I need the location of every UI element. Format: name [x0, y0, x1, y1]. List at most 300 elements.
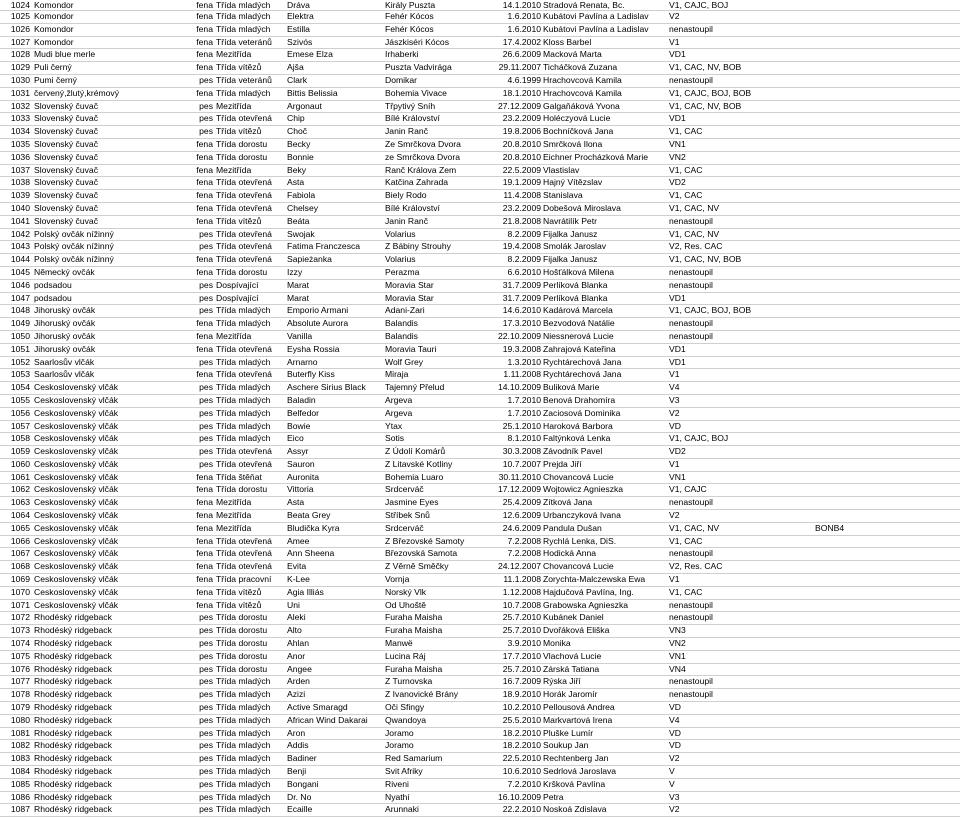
- catalog-number-cell: 1028: [0, 49, 33, 62]
- awards-cell: nenastoupil: [668, 548, 814, 561]
- class-cell: Třída mladých: [215, 0, 286, 11]
- birth-date-cell: 31.7.2009: [497, 292, 542, 305]
- breed-cell: Mudi blue merle: [33, 49, 188, 62]
- extra-cell: [814, 113, 960, 126]
- birth-date-cell: 7.2.2008: [497, 535, 542, 548]
- sex-cell: fena: [188, 484, 215, 497]
- extra-cell: [814, 676, 960, 689]
- table-row: [0, 561, 960, 574]
- sex-cell: fena: [188, 318, 215, 331]
- sex-cell: fena: [188, 164, 215, 177]
- sex-cell: pes: [188, 612, 215, 625]
- breed-cell: Rhodéský ridgeback: [33, 625, 188, 638]
- kennel-cell: Joramo: [384, 740, 497, 753]
- sex-cell: fena: [188, 23, 215, 36]
- birth-date-cell: 25.7.2010: [497, 612, 542, 625]
- awards-cell: VN1: [668, 138, 814, 151]
- table-row: [0, 266, 960, 279]
- table-row: [0, 382, 960, 395]
- breed-cell: Rhodéský ridgeback: [33, 702, 188, 715]
- birth-date-cell: 25.4.2009: [497, 497, 542, 510]
- owner-cell: Rechtenberg Jan: [542, 753, 668, 766]
- class-cell: Třída otevřená: [215, 561, 286, 574]
- birth-date-cell: 14.1.2010: [497, 0, 542, 11]
- extra-cell: [814, 650, 960, 663]
- class-cell: Mezitřída: [215, 522, 286, 535]
- owner-cell: Sedrlová Jaroslava: [542, 766, 668, 779]
- kennel-cell: Fehér Kócos: [384, 23, 497, 36]
- table-row: [0, 612, 960, 625]
- class-cell: Třída vítězů: [215, 215, 286, 228]
- sex-cell: fena: [188, 202, 215, 215]
- kennel-cell: Sotis: [384, 433, 497, 446]
- sex-cell: fena: [188, 586, 215, 599]
- sex-cell: pes: [188, 689, 215, 702]
- kennel-cell: Bílé Království: [384, 113, 497, 126]
- dog-name-cell: Becky: [286, 138, 384, 151]
- kennel-cell: Moravia Tauri: [384, 343, 497, 356]
- dog-name-cell: Bludička Kyra: [286, 522, 384, 535]
- dog-name-cell: Uni: [286, 599, 384, 612]
- birth-date-cell: 3.9.2010: [497, 638, 542, 651]
- extra-cell: [814, 151, 960, 164]
- extra-cell: [814, 714, 960, 727]
- table-row: [0, 164, 960, 177]
- catalog-number-cell: 1044: [0, 254, 33, 267]
- breed-cell: Rhodéský ridgeback: [33, 650, 188, 663]
- class-cell: Třída mladých: [215, 804, 286, 817]
- kennel-cell: Bílé Království: [384, 202, 497, 215]
- owner-cell: Kloss Barbel: [542, 36, 668, 49]
- class-cell: Třída otevřená: [215, 254, 286, 267]
- extra-cell: [814, 599, 960, 612]
- owner-cell: Bochníčková Jana: [542, 126, 668, 139]
- owner-cell: Monika: [542, 638, 668, 651]
- extra-cell: [814, 266, 960, 279]
- kennel-cell: Joramo: [384, 727, 497, 740]
- awards-cell: V1: [668, 369, 814, 382]
- table-row: [0, 228, 960, 241]
- sex-cell: pes: [188, 778, 215, 791]
- extra-cell: [814, 318, 960, 331]
- awards-cell: V1: [668, 36, 814, 49]
- awards-cell: V1, CAJC: [668, 484, 814, 497]
- extra-cell: [814, 394, 960, 407]
- sex-cell: fena: [188, 599, 215, 612]
- breed-cell: Ceskoslovenský vlčák: [33, 433, 188, 446]
- dog-name-cell: Azizi: [286, 689, 384, 702]
- breed-cell: Rhodéský ridgeback: [33, 753, 188, 766]
- sex-cell: fena: [188, 497, 215, 510]
- birth-date-cell: 1.6.2010: [497, 23, 542, 36]
- class-cell: Třída mladých: [215, 702, 286, 715]
- awards-cell: nenastoupil: [668, 215, 814, 228]
- class-cell: Třída mladých: [215, 420, 286, 433]
- breed-cell: Ceskoslovenský vlčák: [33, 510, 188, 523]
- awards-cell: V1, CAC: [668, 164, 814, 177]
- owner-cell: Zítková Jana: [542, 497, 668, 510]
- class-cell: Třída otevřená: [215, 343, 286, 356]
- dog-name-cell: Marat: [286, 292, 384, 305]
- class-cell: Dospívající: [215, 279, 286, 292]
- awards-cell: V1, CAC, NV, BOB: [668, 254, 814, 267]
- kennel-cell: Jasmine Eyes: [384, 497, 497, 510]
- sex-cell: fena: [188, 522, 215, 535]
- extra-cell: [814, 279, 960, 292]
- dog-name-cell: Bongani: [286, 778, 384, 791]
- table-row: [0, 407, 960, 420]
- catalog-number-cell: 1029: [0, 62, 33, 75]
- catalog-number-cell: 1025: [0, 11, 33, 24]
- class-cell: Třída veteránů: [215, 74, 286, 87]
- awards-cell: nenastoupil: [668, 279, 814, 292]
- class-cell: Třída pracovní: [215, 574, 286, 587]
- class-cell: Třída mladých: [215, 740, 286, 753]
- owner-cell: Zárská Tatiana: [542, 663, 668, 676]
- breed-cell: Ceskoslovenský vlčák: [33, 586, 188, 599]
- birth-date-cell: 17.7.2010: [497, 650, 542, 663]
- birth-date-cell: 8.2.2009: [497, 254, 542, 267]
- dog-name-cell: Estilla: [286, 23, 384, 36]
- breed-cell: Ceskoslovenský vlčák: [33, 382, 188, 395]
- birth-date-cell: 22.10.2009: [497, 330, 542, 343]
- catalog-number-cell: 1065: [0, 522, 33, 535]
- catalog-number-cell: 1080: [0, 714, 33, 727]
- owner-cell: Kršková Pavlína: [542, 778, 668, 791]
- extra-cell: BONB4: [814, 522, 960, 535]
- catalog-number-cell: 1041: [0, 215, 33, 228]
- class-cell: Třída mladých: [215, 727, 286, 740]
- birth-date-cell: 1.11.2008: [497, 369, 542, 382]
- kennel-cell: Bohemia Luaro: [384, 471, 497, 484]
- extra-cell: [814, 254, 960, 267]
- birth-date-cell: 18.1.2010: [497, 87, 542, 100]
- birth-date-cell: 22.5.2010: [497, 753, 542, 766]
- class-cell: Třída dorostu: [215, 612, 286, 625]
- breed-cell: Komondor: [33, 0, 188, 11]
- extra-cell: [814, 689, 960, 702]
- class-cell: Třída dorostu: [215, 650, 286, 663]
- birth-date-cell: 25.7.2010: [497, 663, 542, 676]
- birth-date-cell: 4.6.1999: [497, 74, 542, 87]
- birth-date-cell: 18.2.2010: [497, 740, 542, 753]
- owner-cell: Zahrajová Kateřina: [542, 343, 668, 356]
- kennel-cell: Březovská Samota: [384, 548, 497, 561]
- dog-name-cell: Assyr: [286, 446, 384, 459]
- kennel-cell: Z Turnovska: [384, 676, 497, 689]
- dog-name-cell: Chip: [286, 113, 384, 126]
- dog-name-cell: Bonnie: [286, 151, 384, 164]
- catalog-number-cell: 1067: [0, 548, 33, 561]
- birth-date-cell: 22.2.2010: [497, 804, 542, 817]
- table-row: [0, 305, 960, 318]
- breed-cell: Slovenský čuvač: [33, 151, 188, 164]
- extra-cell: [814, 535, 960, 548]
- kennel-cell: Srdcerváč: [384, 484, 497, 497]
- owner-cell: Dvořáková Eliška: [542, 625, 668, 638]
- awards-cell: VD: [668, 702, 814, 715]
- breed-cell: Ceskoslovenský vlčák: [33, 599, 188, 612]
- table-row: [0, 138, 960, 151]
- sex-cell: fena: [188, 151, 215, 164]
- breed-cell: podsadou: [33, 279, 188, 292]
- sex-cell: fena: [188, 254, 215, 267]
- sex-cell: fena: [188, 49, 215, 62]
- dog-name-cell: Beáta: [286, 215, 384, 228]
- sex-cell: pes: [188, 638, 215, 651]
- table-row: [0, 458, 960, 471]
- catalog-number-cell: 1043: [0, 241, 33, 254]
- class-cell: Mezitřída: [215, 164, 286, 177]
- catalog-number-cell: 1081: [0, 727, 33, 740]
- awards-cell: V1, CAJC, BOJ: [668, 433, 814, 446]
- table-row: [0, 62, 960, 75]
- owner-cell: Pluške Lumír: [542, 727, 668, 740]
- catalog-number-cell: 1052: [0, 356, 33, 369]
- dog-name-cell: Fabiola: [286, 190, 384, 203]
- table-row: [0, 126, 960, 139]
- catalog-number-cell: 1086: [0, 791, 33, 804]
- catalog-number-cell: 1049: [0, 318, 33, 331]
- class-cell: Třída dorostu: [215, 663, 286, 676]
- awards-cell: VD1: [668, 292, 814, 305]
- owner-cell: Markvartová Irena: [542, 714, 668, 727]
- owner-cell: Petra: [542, 791, 668, 804]
- catalog-number-cell: 1036: [0, 151, 33, 164]
- class-cell: Dospívající: [215, 292, 286, 305]
- breed-cell: Rhodéský ridgeback: [33, 778, 188, 791]
- catalog-number-cell: 1040: [0, 202, 33, 215]
- catalog-number-cell: 1070: [0, 586, 33, 599]
- sex-cell: pes: [188, 740, 215, 753]
- dog-name-cell: Ahlan: [286, 638, 384, 651]
- sex-cell: fena: [188, 535, 215, 548]
- awards-cell: V2: [668, 407, 814, 420]
- owner-cell: Perlíková Blanka: [542, 279, 668, 292]
- table-row: [0, 446, 960, 459]
- catalog-number-cell: 1054: [0, 382, 33, 395]
- kennel-cell: Balandis: [384, 330, 497, 343]
- owner-cell: Soukup Jan: [542, 740, 668, 753]
- table-row: [0, 74, 960, 87]
- class-cell: Třída mladých: [215, 689, 286, 702]
- sex-cell: fena: [188, 343, 215, 356]
- birth-date-cell: 17.4.2002: [497, 36, 542, 49]
- kennel-cell: Jászkiséri Kócos: [384, 36, 497, 49]
- dog-name-cell: Anor: [286, 650, 384, 663]
- table-row: [0, 0, 960, 11]
- awards-cell: V4: [668, 714, 814, 727]
- breed-cell: Pumi černý: [33, 74, 188, 87]
- kennel-cell: Qwandoya: [384, 714, 497, 727]
- dog-name-cell: Aschere Sirius Black: [286, 382, 384, 395]
- dog-name-cell: Arden: [286, 676, 384, 689]
- sex-cell: pes: [188, 228, 215, 241]
- dog-name-cell: Beky: [286, 164, 384, 177]
- awards-cell: nenastoupil: [668, 599, 814, 612]
- extra-cell: [814, 458, 960, 471]
- class-cell: Třída otevřená: [215, 113, 286, 126]
- catalog-number-cell: 1051: [0, 343, 33, 356]
- catalog-number-cell: 1033: [0, 113, 33, 126]
- extra-cell: [814, 343, 960, 356]
- birth-date-cell: 19.4.2008: [497, 241, 542, 254]
- sex-cell: pes: [188, 714, 215, 727]
- birth-date-cell: 31.7.2009: [497, 279, 542, 292]
- table-row: [0, 804, 960, 817]
- table-row: [0, 241, 960, 254]
- extra-cell: [814, 433, 960, 446]
- owner-cell: Haroková Barbora: [542, 420, 668, 433]
- catalog-number-cell: 1068: [0, 561, 33, 574]
- owner-cell: Smolák Jaroslav: [542, 241, 668, 254]
- birth-date-cell: 20.8.2010: [497, 151, 542, 164]
- kennel-cell: Manwë: [384, 638, 497, 651]
- class-cell: Třída mladých: [215, 23, 286, 36]
- birth-date-cell: 23.2.2009: [497, 113, 542, 126]
- dog-name-cell: Benji: [286, 766, 384, 779]
- owner-cell: Urbanczyková Ivana: [542, 510, 668, 523]
- extra-cell: [814, 215, 960, 228]
- class-cell: Třída mladých: [215, 766, 286, 779]
- awards-cell: VD2: [668, 446, 814, 459]
- extra-cell: [814, 241, 960, 254]
- awards-cell: V1: [668, 574, 814, 587]
- awards-cell: VD2: [668, 177, 814, 190]
- extra-cell: [814, 74, 960, 87]
- dog-name-cell: Ecaille: [286, 804, 384, 817]
- sex-cell: pes: [188, 74, 215, 87]
- owner-cell: Benová Drahomíra: [542, 394, 668, 407]
- birth-date-cell: 14.6.2010: [497, 305, 542, 318]
- sex-cell: fena: [188, 561, 215, 574]
- breed-cell: Slovenský čuvač: [33, 190, 188, 203]
- awards-cell: nenastoupil: [668, 23, 814, 36]
- kennel-cell: Wolf Grey: [384, 356, 497, 369]
- awards-cell: V2: [668, 11, 814, 24]
- breed-cell: Saarlosův vlčák: [33, 369, 188, 382]
- catalog-number-cell: 1057: [0, 420, 33, 433]
- extra-cell: [814, 574, 960, 587]
- awards-cell: V: [668, 778, 814, 791]
- breed-cell: Slovenský čuvač: [33, 202, 188, 215]
- awards-cell: V1: [668, 458, 814, 471]
- catalog-number-cell: 1050: [0, 330, 33, 343]
- extra-cell: [814, 138, 960, 151]
- class-cell: Třída otevřená: [215, 228, 286, 241]
- awards-cell: V1, CAC, NV: [668, 228, 814, 241]
- dog-name-cell: Alto: [286, 625, 384, 638]
- dog-name-cell: Chelsey: [286, 202, 384, 215]
- sex-cell: pes: [188, 292, 215, 305]
- extra-cell: [814, 561, 960, 574]
- breed-cell: Ceskoslovenský vlčák: [33, 446, 188, 459]
- dog-name-cell: Szivós: [286, 36, 384, 49]
- table-row: [0, 586, 960, 599]
- awards-cell: V1, CAJC, BOJ, BOB: [668, 305, 814, 318]
- catalog-number-cell: 1084: [0, 766, 33, 779]
- birth-date-cell: 24.6.2009: [497, 522, 542, 535]
- breed-cell: Slovenský čuvač: [33, 113, 188, 126]
- extra-cell: [814, 753, 960, 766]
- table-row: [0, 49, 960, 62]
- birth-date-cell: 26.6.2009: [497, 49, 542, 62]
- table-row: [0, 689, 960, 702]
- awards-cell: nenastoupil: [668, 497, 814, 510]
- owner-cell: Hrachovcová Kamila: [542, 74, 668, 87]
- owner-cell: Vlachová Lucie: [542, 650, 668, 663]
- catalog-number-cell: 1076: [0, 663, 33, 676]
- owner-cell: Bezvodová Natálie: [542, 318, 668, 331]
- catalog-number-cell: 1061: [0, 471, 33, 484]
- dog-name-cell: Ann Sheena: [286, 548, 384, 561]
- table-row: [0, 433, 960, 446]
- owner-cell: Smrčková Ilona: [542, 138, 668, 151]
- dog-name-cell: Emporio Armani: [286, 305, 384, 318]
- kennel-cell: Z Bábiny Strouhy: [384, 241, 497, 254]
- birth-date-cell: 19.1.2009: [497, 177, 542, 190]
- owner-cell: Kubátovi Pavlína a Ladislav: [542, 23, 668, 36]
- catalog-number-cell: 1053: [0, 369, 33, 382]
- table-row: [0, 318, 960, 331]
- sex-cell: fena: [188, 11, 215, 24]
- awards-cell: V1, CAC: [668, 126, 814, 139]
- dog-name-cell: Angee: [286, 663, 384, 676]
- sex-cell: pes: [188, 113, 215, 126]
- extra-cell: [814, 228, 960, 241]
- catalog-number-cell: 1083: [0, 753, 33, 766]
- dog-name-cell: Eico: [286, 433, 384, 446]
- extra-cell: [814, 49, 960, 62]
- table-row: [0, 254, 960, 267]
- awards-cell: V2: [668, 804, 814, 817]
- kennel-cell: Biely Rodo: [384, 190, 497, 203]
- extra-cell: [814, 36, 960, 49]
- catalog-number-cell: 1034: [0, 126, 33, 139]
- class-cell: Třída mladých: [215, 778, 286, 791]
- birth-date-cell: 17.3.2010: [497, 318, 542, 331]
- awards-cell: VD1: [668, 49, 814, 62]
- awards-cell: V1, CAC, NV, BOB: [668, 100, 814, 113]
- birth-date-cell: 7.2.2008: [497, 548, 542, 561]
- dog-name-cell: Vittoria: [286, 484, 384, 497]
- breed-cell: červený,žlutý,krémový: [33, 87, 188, 100]
- breed-cell: Rhodéský ridgeback: [33, 663, 188, 676]
- class-cell: Třída mladých: [215, 382, 286, 395]
- owner-cell: Faltýnková Lenka: [542, 433, 668, 446]
- dog-name-cell: Bowie: [286, 420, 384, 433]
- breed-cell: Polský ovčák nížinný: [33, 254, 188, 267]
- catalog-number-cell: 1038: [0, 177, 33, 190]
- class-cell: Mezitřída: [215, 330, 286, 343]
- birth-date-cell: 1.12.2008: [497, 586, 542, 599]
- awards-cell: VD: [668, 740, 814, 753]
- table-row: [0, 497, 960, 510]
- breed-cell: Komondor: [33, 36, 188, 49]
- table-row: [0, 343, 960, 356]
- dog-name-cell: Asta: [286, 177, 384, 190]
- owner-cell: Zorychta-Malczewska Ewa: [542, 574, 668, 587]
- extra-cell: [814, 330, 960, 343]
- sex-cell: fena: [188, 0, 215, 11]
- table-row: [0, 215, 960, 228]
- extra-cell: [814, 625, 960, 638]
- extra-cell: [814, 190, 960, 203]
- owner-cell: Prejda Jiří: [542, 458, 668, 471]
- table-row: [0, 87, 960, 100]
- class-cell: Třída mladých: [215, 791, 286, 804]
- table-row: [0, 548, 960, 561]
